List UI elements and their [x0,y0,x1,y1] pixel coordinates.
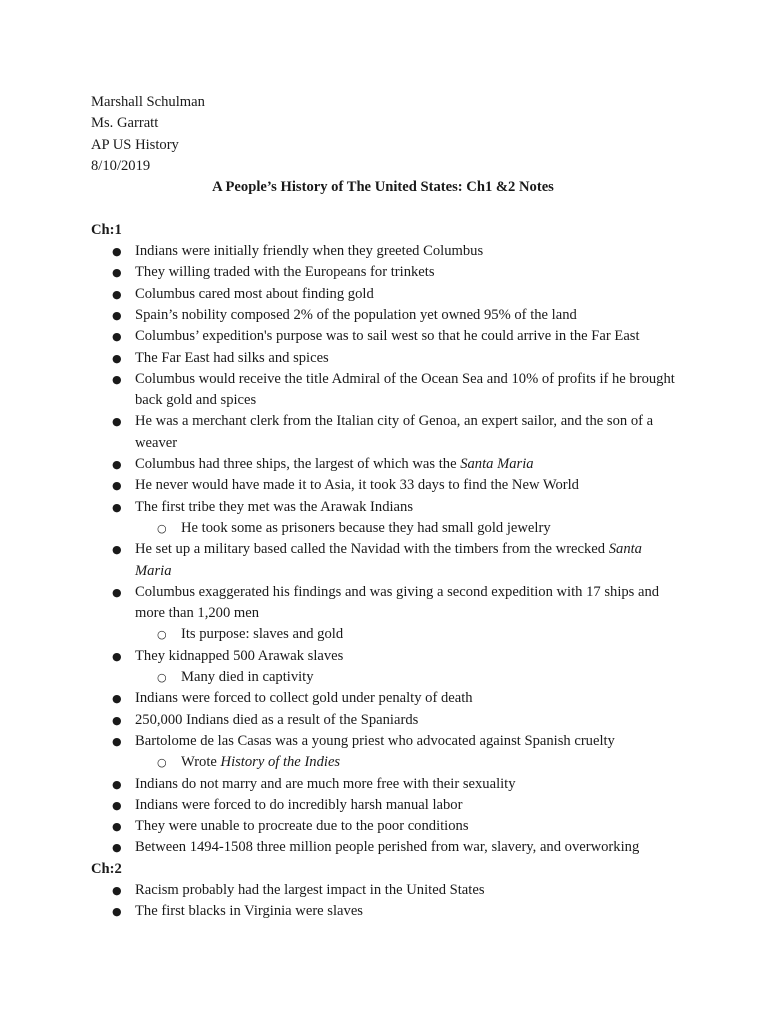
bullet-icon: ● [112,372,122,386]
document-page [91,92,691,923]
list-item: ● Indians do not marry and are much more free with their sexuality [91,774,691,795]
sub-list-item: ○ Wrote History of the Indies [135,752,691,773]
student-name: Marshall Schulman [91,94,205,110]
list-item: ● The Far East had silks and spices [91,348,691,369]
bullet-icon: ● [112,500,122,514]
list-item: ● The first tribe they met was the Arawak Indians ○ He took some as prisoners because they had small gold jewelry [91,497,691,540]
bullet-icon: ● [112,479,122,493]
teacher-name: Ms. Garratt [91,115,159,132]
document-date: 8/10/2019 [91,157,151,174]
sub-list-item: ○ He took some as prisoners because they had small gold jewelry [135,518,691,539]
sub-bullet-icon: ○ [157,756,167,770]
sub-bullet-icon: ○ [157,671,167,685]
list-item: ● They willing traded with the Europeans for trinkets [91,262,691,283]
list-item: ● Bartolome de las Casas was a young priest who advocated against Spanish cruelty ○ Wrote History of the Indies [91,731,691,774]
bullet-icon: ● [112,649,122,663]
list-item: ● Columbus would receive the title Admiral of the Ocean Sea and 10% of profits if he brought back gold and spices [112,370,675,409]
ch2-notes-list [91,880,691,923]
list-item: ● 250,000 Indians died as a result of the Spaniards [91,710,691,731]
bullet-icon: ● [112,308,122,322]
bullet-icon: ● [112,841,122,855]
list-item: ● Between 1494-1508 three million people perished from war, slavery, and overworking [91,837,691,858]
list-item: ● Indians were forced to collect gold under penalty of death [91,688,691,709]
bullet-icon: ● [112,713,122,727]
section-heading-ch1: Ch:1 [91,221,122,238]
section-heading-ch2: Ch:2 [91,860,122,877]
bullet-icon: ● [112,692,122,706]
blank-line [91,198,691,219]
list-item: ● They were unable to procreate due to the poor conditions [91,816,691,837]
sub-list [135,752,691,773]
bullet-icon: ● [112,777,122,791]
list-item: ● Columbus’ expedition's purpose was to sail west so that he could arrive in the Far East [91,326,691,347]
bullet-icon: ● [112,415,122,429]
course-name: AP US History [91,136,179,153]
bullet-icon: ● [112,266,122,280]
list-item: ● Columbus had three ships, the largest of which was the Santa Maria [91,454,691,475]
bullet-icon: ● [112,734,122,748]
bullet-icon: ● [112,543,122,557]
list-item: ● He was a merchant clerk from the Italian city of Genoa, an expert sailor, and the son of a weaver [112,413,654,451]
list-item: ● Columbus exaggerated his findings and was giving a second expedition with 17 ships and more than 1,200 men ○ Its purpose: slaves and gold [91,582,691,646]
sub-list [135,667,691,688]
sub-list-item: ○ Its purpose: slaves and gold [135,624,691,645]
ch1-notes-list [91,241,691,859]
bullet-icon: ● [112,245,122,259]
bullet-icon: ● [112,458,122,472]
bullet-icon: ● [112,905,122,919]
bullet-icon: ● [112,798,122,812]
bullet-icon: ● [112,883,122,897]
list-item: ● Indians were initially friendly when they greeted Columbus [91,241,691,262]
list-item: ● They kidnapped 500 Arawak slaves ○ Many died in captivity [91,646,691,689]
document-title: A People’s History of The United States: Ch1 &2 Notes [212,179,554,196]
list-item: ● The first blacks in Virginia were slaves [91,901,691,922]
list-item: ● He never would have made it to Asia, it took 33 days to find the New World [91,475,691,496]
bullet-icon: ● [112,287,122,301]
sub-list [135,624,691,645]
bullet-icon: ● [112,351,122,365]
bullet-icon: ● [112,330,122,344]
bullet-icon: ● [112,585,122,599]
list-item: ● Indians were forced to do incredibly harsh manual labor [91,795,691,816]
list-item: ● Racism probably had the largest impact in the United States [91,880,691,901]
list-item: ● Spain’s nobility composed 2% of the population yet owned 95% of the land [91,305,691,326]
sub-list [135,518,691,539]
list-item: ● He set up a military based called the Navidad with the timbers from the wrecked Santa Maria [112,541,642,579]
bullet-icon: ● [112,820,122,834]
sub-bullet-icon: ○ [157,521,167,535]
sub-bullet-icon: ○ [157,628,167,642]
sub-list-item: ○ Many died in captivity [135,667,691,688]
list-item: ● Columbus cared most about finding gold [91,284,691,305]
